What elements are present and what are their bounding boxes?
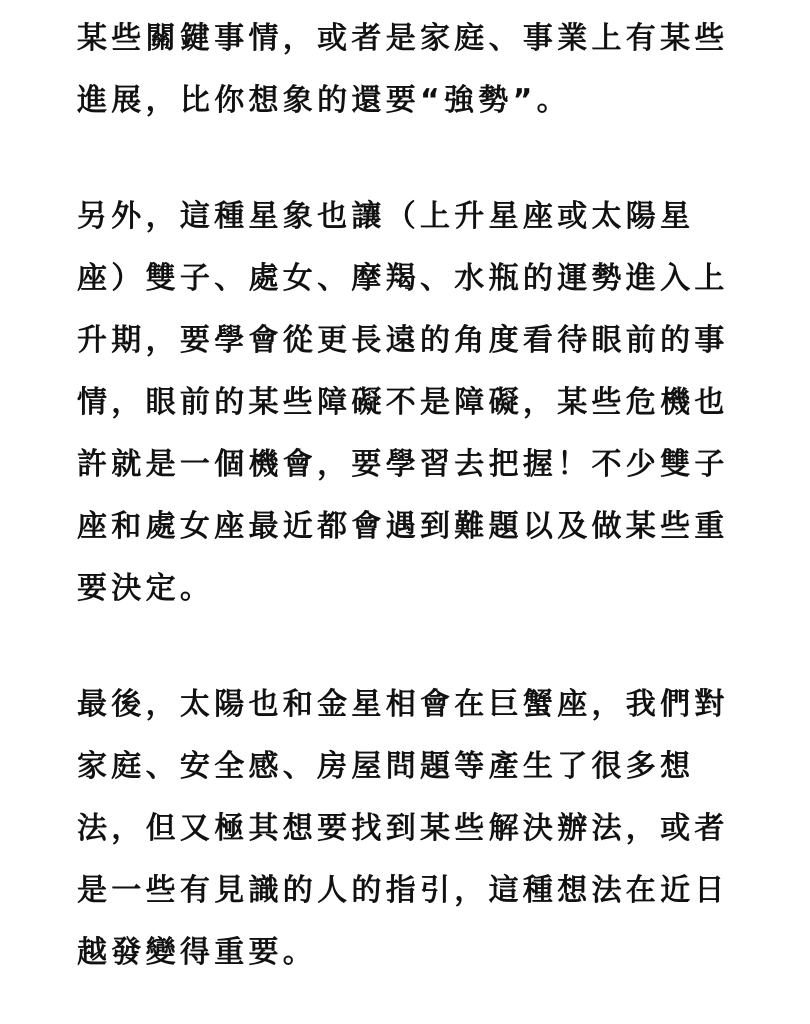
text-line: 許就是一個機會，要學習去把握！不少雙子 [77, 447, 729, 482]
text-line: 越發變得重要。 [77, 935, 318, 970]
text-line: 情，眼前的某些障礙不是障礙，某些危機也 [77, 385, 729, 420]
text-line: 最後，太陽也和金星相會在巨蟹座，我們對 [77, 687, 729, 722]
paragraph-3 [77, 674, 737, 984]
paragraph-spacer [77, 132, 737, 186]
text-line: 座和處女座最近都會遇到難題以及做某些重 [77, 509, 729, 544]
article-body [77, 8, 737, 984]
text-line: 要決定。 [77, 571, 215, 606]
text-line: 是一些有見識的人的指引，這種想法在近日 [77, 873, 729, 908]
text-line: 家庭、安全感、房屋問題等產生了很多想 [77, 749, 695, 784]
text-line: 升期，要學會從更長遠的角度看待眼前的事 [77, 323, 729, 358]
text-line: 某些關鍵事情，或者是家庭、事業上有某些 [77, 21, 729, 56]
paragraph-1 [77, 8, 737, 132]
text-line: 法，但又極其想要找到某些解決辦法，或者 [77, 811, 729, 846]
text-line: 進展，比你想象的還要“強勢”。 [77, 83, 571, 118]
paragraph-2 [77, 186, 737, 620]
text-line: 座）雙子、處女、摩羯、水瓶的運勢進入上 [77, 261, 729, 296]
paragraph-spacer [77, 620, 737, 674]
text-line: 另外，這種星象也讓（上升星座或太陽星 [77, 199, 695, 234]
